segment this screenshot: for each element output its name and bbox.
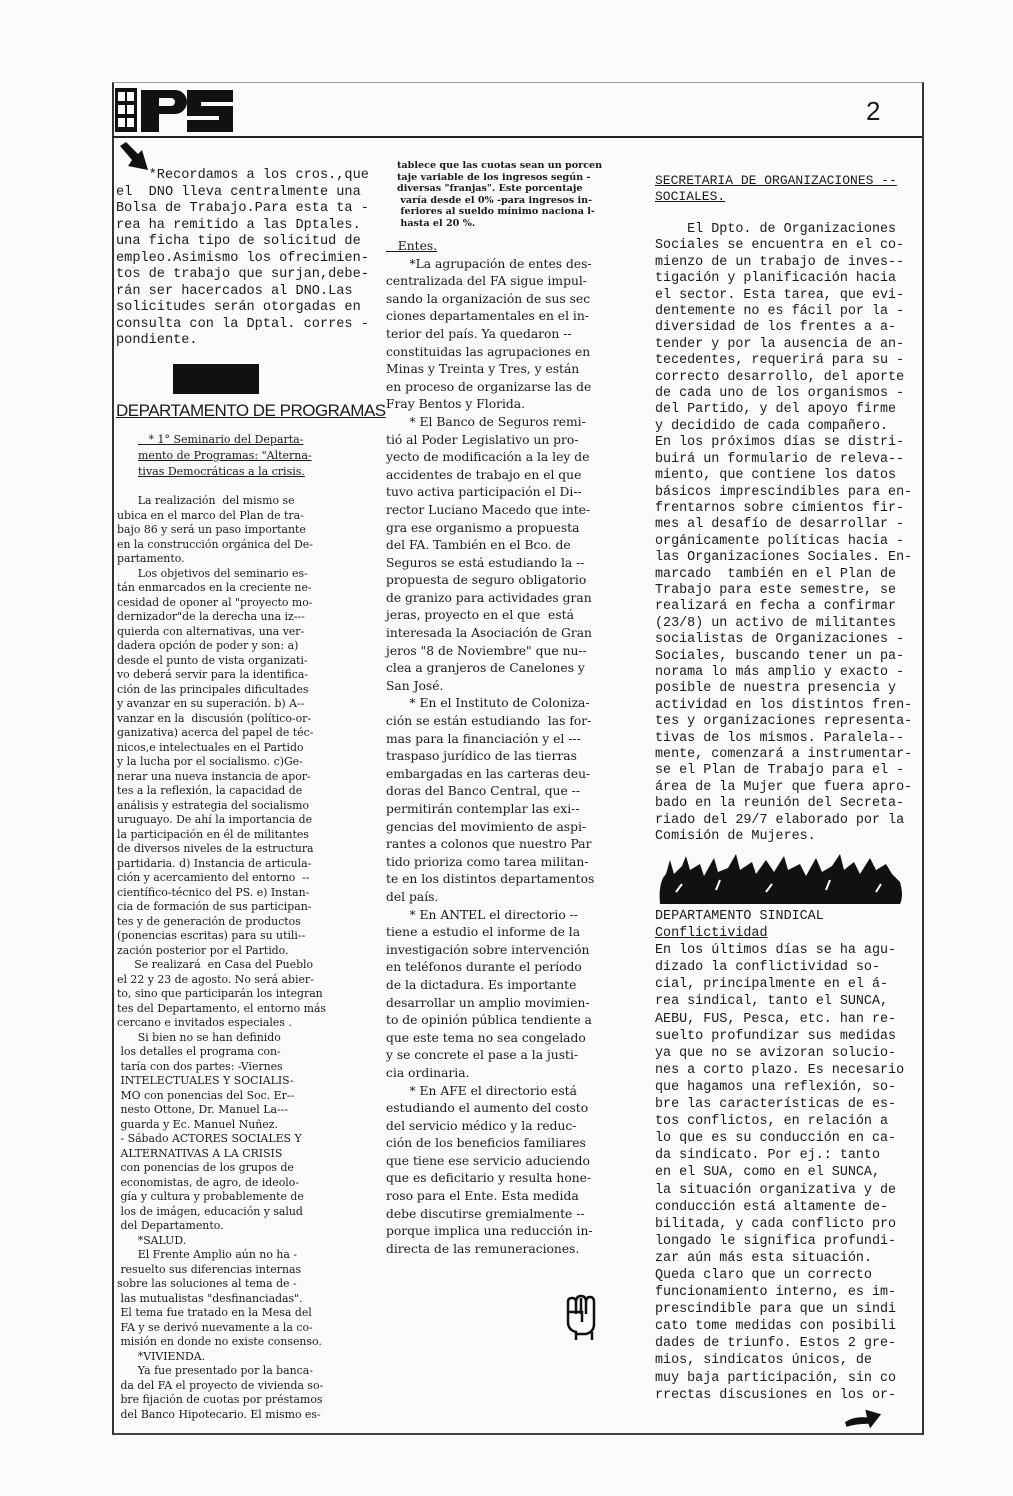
text-line: (ponencias escritas) para su utili-- [117,929,306,942]
text-line: guarda y Ec. Manuel Nuñez. [117,1117,278,1131]
text-line: y avanzar en su superación. b) A-- [117,697,305,710]
text-line: El tema fue tratado en la Mesa del [117,1306,312,1319]
text-line: diversidad de los frentes a a- [655,320,897,336]
text-line: frentarnos sobre cimientos fir- [655,500,905,516]
text-line: El Frente Amplio aún no ha - [117,1248,297,1261]
redaction-bar [173,364,259,394]
text-line: ción y acercamiento del entorno -- [117,871,310,884]
text-line: del país. [386,889,439,904]
text-line: Los objetivos del seminario es- [117,566,308,580]
text-line: Sociales se encuentra en el co- [655,238,905,254]
text-line: bre fijación de cuotas por préstamos [117,1393,323,1406]
text-line: tuvo activa participación el Di-- [386,485,582,500]
text-line: sobre las soluciones al tema de - [117,1277,297,1290]
text-line: En los próximos días se distri- [655,435,905,451]
text-line: una ficha tipo de solicitud de [116,234,361,249]
text-line: vanzar en la discusión (político-or- [117,711,312,725]
text-line: suelto profundizar sus medidas [655,1028,897,1044]
text-line: zación posterior por el Partido. [117,943,289,957]
text-line: jeras, proyecto en el que está [386,608,574,623]
text-line: rector Luciano Macedo que inte- [386,502,591,517]
text-line: directa de las remuneraciones. [386,1241,580,1256]
text-line: empleo.Asimismo los ofrecimien- [116,250,369,266]
text-line: que tiene ese servicio aduciendo [386,1153,590,1168]
text-line: yecto de modificación a la ley de [386,450,590,465]
text-line: En los últimos días se ha agu- [655,943,897,959]
text-line: debe discutirse gremialmente -- [386,1206,585,1221]
text-line: el sector. Esta tarea, que evi- [655,287,905,303]
text-line: Conflictividad [655,926,768,942]
text-line: de diversos niveles de la estructura [117,842,314,855]
text-line: longado le significa profundi- [655,1233,897,1249]
text-line: bado en la reunión del Secreta- [655,796,905,812]
text-line: conducción está altamente de- [655,1199,889,1215]
text-line: riado del 29/7 elaborado por la [655,812,905,828]
text-line: los detalles el programa con- [117,1045,281,1058]
text-line: dernizador"de la derecha una iz--- [117,610,305,623]
text-line: bilitada, y cada conflicto pro [655,1216,897,1232]
text-line: correcto desarrollo, del aporte [655,369,905,385]
text-line: ubica en el marco del Plan de tra- [117,508,304,522]
text-line: partidaria. d) Instancia de articula- [117,856,312,870]
text-line: análisis y estrategia del socialismo [117,798,310,812]
text-line: ciones departamentales en el in- [386,309,589,324]
text-line: Sociales, buscando tener un pa- [655,648,905,664]
text-line: de granizo para actividades gran [386,590,592,605]
text-line: funcionamiento interno, es im- [655,1285,897,1301]
text-line: taría con dos partes: -Viernes [117,1059,283,1073]
text-line: rantes a colonos que nuestro Par [386,837,592,852]
text-line: da del FA el proyecto de vivienda so- [117,1378,324,1392]
text-line: científico-técnico del PS. e) Instan- [117,885,310,899]
text-line: roso para el Ente. Esta medida [386,1189,579,1204]
text-line: prescindible para que un sindi [655,1302,897,1318]
text-line: la participación en él de militantes [117,827,309,841]
text-line: permitirán contemplar las exi-- [386,802,580,816]
text-line: clea a granjeros de Canelones y [386,661,585,676]
seminario-subheading [138,432,312,480]
text-line: Trabajo para este semestre, se [655,582,897,598]
text-line: y la lucha por el socialismo. c)Ge- [117,755,303,768]
text-line: * En el Instituto de Coloniza- [386,696,590,711]
text-line: ción se están estudiando las for- [386,714,592,729]
text-line: Entes. [386,239,438,253]
text-line: orgánicamente políticas hacia - [655,533,905,549]
text-line: muy baja participación, sin co [655,1370,897,1386]
text-line: constituidas las agrupaciones en [386,344,591,359]
text-line: bajo 86 y será un paso importante [117,523,306,536]
text-line: Comisión de Mujeres. [655,829,816,845]
text-line: mas para la financiación y el --- [386,731,581,746]
section-heading-organizaciones [655,173,897,205]
text-line: propuesta de seguro obligatorio [386,573,587,588]
text-line: bre las características de es- [655,1097,897,1113]
text-line: gencias del movimiento de aspi- [386,819,587,834]
text-line: en el SUA, como en el SUNCA, [655,1165,880,1181]
text-line: interesada la Asociación de Gran [386,626,592,641]
text-line: ganizativa) acerca del papel de téc- [117,726,314,739]
text-line: Bolsa de Trabajo.Para esta ta - [116,201,369,216]
text-line: en la construcción orgánica del De- [117,537,313,551]
text-line: tes a la reflexión, la capacidad de [117,784,303,797]
text-line: Si bien no se han definido [117,1030,281,1044]
text-line: nesto Ottone, Dr. Manuel La--- [117,1103,289,1116]
text-line: cato tome medidas con posibili [655,1319,897,1335]
text-line: - Sábado ACTORES SOCIALES Y [117,1132,302,1145]
text-line: economistas, de agro, de ideolo- [117,1175,299,1189]
text-line: cercano e invitados especiales . [117,1016,292,1029]
text-line: del servicio médico y la reduc- [386,1118,577,1133]
text-line: AEBU, FUS, Pesca, etc. han re- [655,1011,897,1027]
text-line: zar aún más esta situación. [655,1250,872,1266]
text-line: *La agrupación de entes des- [386,256,592,271]
text-line: INTELECTUALES Y SOCIALIS- [117,1074,294,1087]
programas-body [117,494,326,1422]
text-line: uruguayo. De ahí la importancia de [117,813,313,826]
text-line: realizará en fecha a confirmar [655,599,897,615]
text-line: dades de triunfo. Estos 2 gre- [655,1336,897,1352]
raised-fist-icon [562,1290,602,1340]
text-line: MO con ponencias del Soc. Er-- [117,1088,295,1102]
text-line: tigación y planificación hacia [655,271,897,287]
entes-body [386,238,594,1258]
text-line: que este tema no sea congelado [386,1030,586,1045]
organizaciones-body [655,222,912,845]
text-line: que es deficitario y resulta hone- [386,1171,592,1186]
text-line: traspaso jurídico de las tierras [386,749,577,764]
text-line: el 22 y 23 de agosto. No será abier- [117,972,314,986]
text-line: solicitudes serán otorgadas en [116,300,361,315]
text-line: área de la Mujer que fuera apro- [655,779,913,795]
text-line: que hagamos una reflexión, so- [655,1079,897,1095]
text-line: El Dpto. de Organizaciones [655,222,897,237]
text-line: Fray Bentos y Florida. [386,397,526,412]
text-line: norama lo más amplio y exacto - [655,664,905,680]
text-line: ción de los beneficios familiares [386,1136,586,1151]
section-heading-programas: DEPARTAMENTO DE PROGRAMAS [116,401,386,420]
text-line: tán enmarcados en la creciente ne- [117,581,312,594]
text-line: miento, que contiene los datos [655,468,897,484]
text-line: desarrollar un amplio movimien- [386,995,590,1010]
text-line: varía desde el 0% -para ingresos in- [397,194,593,206]
text-line: partamento. [117,552,185,565]
text-line: *Recordamos a los cros.,que [116,168,369,183]
text-line: diversas "franjas". Este porcentaje [397,183,583,195]
text-line: SECRETARIA DE ORGANIZACIONES -- [655,173,897,188]
text-line: marcado también en el Plan de [655,566,897,582]
text-line: dentemente no es fácil por la - [655,304,905,320]
text-line: tió al Poder Legislativo un pro- [386,432,579,447]
text-line: buirá un formulario de releva-- [655,451,905,467]
text-line: tes del Departamento, el entorno más [117,1001,327,1015]
text-line: los de imágen, educación y salud [117,1204,303,1218]
text-line: * 1° Seminario del Departa- [138,433,304,446]
text-line: Ya fue presentado por la banca- [117,1364,313,1377]
text-line: tes y organizaciones representa- [655,714,913,730]
text-line: cia ordinaria. [386,1065,470,1080]
text-line: tos conflictos, en relación a [655,1114,889,1130]
text-line: socialistas de Organizaciones - [655,632,905,648]
header-rule [112,136,922,138]
text-line: Minas y Treinta y Tres, y están [386,362,580,377]
text-line: Queda claro que un correcto [655,1267,872,1283]
text-line: resuelto sus diferencias internas [117,1262,302,1276]
text-line: da sindicato. Por ej.: tanto [655,1148,880,1164]
text-line: las mutualistas "desfinanciadas". [117,1291,303,1305]
text-line: doras del Banco Central, que -- [386,784,580,799]
text-line: cia de formación de sus participan- [117,900,312,913]
text-line: en teléfonos durante el período [386,960,582,975]
vivienda-continuation [397,160,602,230]
text-line: de la dictadura. Es importante [386,977,577,992]
text-line: cial, principalmente en el á- [655,977,889,993]
text-line: estudiando el aumento del costo [386,1101,589,1116]
text-line: FA y se derivó nuevamente a la co- [117,1320,313,1334]
text-line: y decidido de cada compañero. [655,418,889,434]
text-line: to de opinión pública tendiente a [386,1013,592,1028]
sindical-body [655,908,904,1404]
crowd-banner-image [656,852,904,904]
text-line: *SALUD. [117,1233,187,1247]
text-line: nerar una nueva instancia de apor- [117,769,311,783]
text-line: vo deberá servir para la identifica- [117,668,309,681]
text-line: rea ha remitido a las Dptales. [116,217,361,233]
text-line: Se realizará en Casa del Pueblo [117,958,314,971]
text-line: pondiente. [116,333,198,348]
text-line: ALTERNATIVAS A LA CRISIS [117,1146,283,1160]
text-line: taje variable de los ingresos según - [397,171,591,183]
text-line: del FA. También en el Bco. de [386,538,571,553]
text-line: tivas Democráticas a la crisis. [138,465,305,478]
text-line: del Partido, y del apoyo firme [655,402,897,418]
text-line: * El Banco de Seguros remi- [386,414,586,429]
text-line: tos de trabajo que surjan,debe- [116,267,369,282]
text-line: centralizada del FA sigue impul- [386,274,587,289]
text-line: (23/8) un activo de militantes [655,615,897,631]
text-line: embargadas en las carteras deu- [386,766,591,781]
dno-notice [116,168,369,350]
text-line: SOCIALES. [655,189,726,204]
text-line: jeros "8 de Noviembre" que nu-- [386,643,587,658]
text-line: tes y de generación de productos [117,914,301,928]
text-line: rrectas discusiones en los or- [655,1387,897,1403]
text-line: ya que no se avizoran solucio- [655,1045,897,1061]
ps-logo [115,86,235,134]
text-line: gra ese organismo a propuesta [386,520,580,535]
text-line: actividad en los distintos fren- [655,697,913,713]
text-line: mento de Programas: "Alterna- [138,449,312,462]
text-line: de cada uno de los organismos - [655,386,905,402]
text-line: * En AFE el directorio está [386,1083,577,1098]
text-line: accidentes de trabajo en el que [386,467,582,482]
text-line: del Banco Hipotecario. El mismo es- [117,1407,321,1421]
text-line: *VIVIENDA. [117,1349,206,1363]
text-line: te en los distintos departamentos [386,872,595,887]
text-line: hasta el 20 %. [397,217,476,229]
text-line: rán ser hacercados al DNO.Las [116,283,353,299]
text-line: la situación organizativa y de [655,1182,897,1198]
text-line: investigación sobre intervención [386,942,590,957]
arrow-right-icon [843,1408,883,1430]
text-line: tiene a estudio el informe de la [386,925,581,940]
text-line: mente, comenzará a instrumentar- [655,747,913,762]
text-line: tecedentes, requerirá para su - [655,353,905,369]
text-line: porque implica una reducción in- [386,1224,593,1239]
page-number: 2 [866,96,881,126]
text-line: nes a corto plazo. Es necesario [655,1062,905,1078]
text-line: DEPARTAMENTO SINDICAL [655,909,824,924]
text-line: to, sino que participarán los integran [117,987,323,1000]
text-line: La realización del mismo se [117,494,295,507]
text-line: y se concrete el pase a la justi- [386,1048,579,1063]
text-line: nicos,e intelectuales en el Partido [117,740,304,754]
text-line: las Organizaciones Sociales. En- [655,550,913,566]
text-line: se el Plan de Trabajo para el - [655,763,905,779]
text-line: rea sindical, tanto el SUNCA, [655,994,889,1010]
text-line: lo que es su conducción en ca- [655,1131,897,1147]
text-line: dizado la conflictividad so- [655,960,880,976]
text-line: quierda con alternativas, una ver- [117,624,305,638]
text-line: San José. [386,678,444,693]
text-line: desde el punto de vista organizati- [117,653,308,667]
text-line: cesidad de oponer al "proyecto mo- [117,595,313,609]
text-line: misión en donde no existe consenso. [117,1335,322,1348]
text-line: gía y cultura y probablemente de [117,1190,304,1203]
text-line: básicos imprescindibles para en- [655,484,913,500]
text-line: del Departamento. [117,1219,224,1232]
text-line: mienzo de un trabajo de inves-- [655,254,905,270]
text-line: consulta con la Dptal. corres - [116,316,369,332]
text-line: ción de las principales dificultades [117,682,309,696]
text-line: posible de nuestra presencia y [655,681,897,697]
text-line: tender y por la ausencia de an- [655,336,905,352]
text-line: con ponencias de los grupos de [117,1161,294,1174]
text-line: tivas de los mismos. Paralela-- [655,730,905,746]
text-line: Seguros se está estudiando la -- [386,555,585,570]
text-line: terior del país. Ya quedaron -- [386,326,572,341]
text-line: tablece que las cuotas sean un porcen [397,160,603,171]
text-line: mes al desafío de desarrollar - [655,517,905,533]
text-line: tido prioriza como tarea militan- [386,854,589,869]
text-line: mios, sindicatos únicos, de [655,1353,872,1369]
text-line: el DNO lleva centralmente una [116,184,361,200]
text-line: sando la organización de sus sec [386,291,591,306]
text-line: * En ANTEL el directorio -- [386,907,578,922]
text-line: en proceso de organizarse las de [386,379,592,394]
text-line: dadera opción de poder y son: a) [117,639,299,652]
text-line: feriores al sueldo mínimo naciona l- [397,206,595,218]
